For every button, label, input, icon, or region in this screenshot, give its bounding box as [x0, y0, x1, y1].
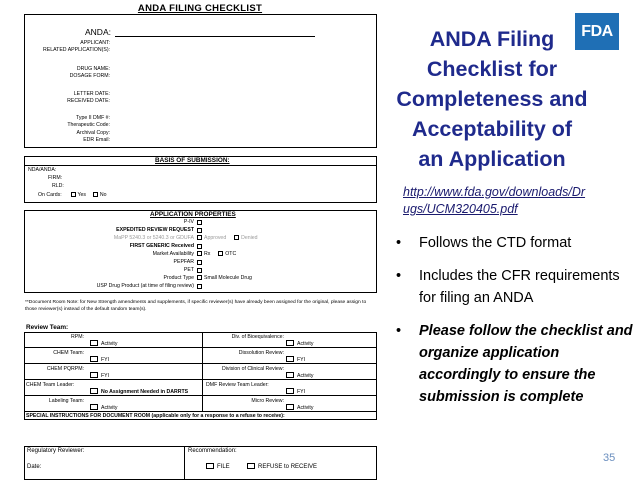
yes-label: Yes [77, 192, 87, 198]
prop-first-generic: FIRST GENERIC Received [129, 243, 194, 249]
prop-pet: PET [183, 267, 194, 273]
bioequivalence-checkbox[interactable] [286, 340, 294, 346]
basis-heading: BASIS OF SUBMISSION: [155, 157, 230, 164]
anda-line [115, 36, 315, 37]
page-number: 35 [603, 452, 616, 464]
approved-checkbox[interactable] [197, 235, 202, 240]
form-title: ANDA FILING CHECKLIST [137, 3, 263, 14]
field-applicant: APPLICANT: [80, 40, 110, 46]
regulatory-reviewer-label: Regulatory Reviewer: [27, 448, 85, 454]
bullet-glyph: • [396, 235, 402, 251]
chem-pqrpm-checkbox[interactable] [90, 372, 98, 378]
prop-rx-otc: Rx OTC [197, 251, 236, 258]
file-checkbox[interactable] [206, 463, 214, 469]
prop-pepfar: PEPFAR [173, 259, 194, 265]
checklist-url-link[interactable] [403, 184, 623, 218]
fda-logo: FDA [575, 13, 619, 50]
review-team-heading: Review Team: [26, 324, 69, 331]
basis-nda-anda: NDA/ANDA: [28, 167, 57, 173]
dissolution-label: Dissolution Review: [238, 350, 284, 356]
field-therapeutic-code: Therapeutic Code: [67, 122, 110, 128]
title-line-4: Acceptability of [411, 117, 573, 141]
rpm-checkbox[interactable] [90, 340, 98, 346]
clinical-review-checkbox[interactable] [286, 372, 294, 378]
field-drug-name: DRUG NAME: [76, 66, 110, 72]
chem-team-leader-label: CHEM Team Leader: [26, 382, 75, 388]
recommendation-options: FILE REFUSE to RECEIVE [206, 463, 317, 472]
clinical-review-option: Activity [286, 372, 313, 380]
bullet-item [396, 320, 636, 408]
bullet-item [396, 232, 636, 254]
prop-usp: USP Drug Product (at time of filing review) [96, 283, 194, 289]
otc-checkbox[interactable] [218, 251, 223, 256]
prop-small-molecule: Small Molecule Drug [197, 275, 252, 282]
recommendation-label: Recommendation: [188, 448, 237, 454]
pepfar-checkbox[interactable] [197, 260, 202, 265]
field-received-date: RECEIVED DATE: [67, 98, 110, 104]
labeling-team-checkbox[interactable] [90, 404, 98, 410]
bullet-item [396, 265, 636, 309]
small-molecule-checkbox[interactable] [197, 275, 202, 280]
field-dosage-form: DOSAGE FORM: [69, 73, 110, 79]
bullet-text: Please follow the checklist and organize application accordingly to ensure the submission is complete [419, 323, 633, 405]
field-archival-copy: Archival Copy: [76, 130, 110, 136]
url-line-1: http://www.fda.gov/downloads/Dr [403, 185, 586, 199]
dmf-leader-option: FYI [286, 388, 305, 396]
micro-review-option: Activity [286, 404, 313, 412]
chem-team-option: FYI [90, 356, 109, 364]
labeling-team-label: Labeling Team: [48, 398, 84, 404]
chem-team-leader-checkbox[interactable] [90, 388, 98, 394]
bullet-glyph: • [396, 323, 402, 339]
micro-review-label: Micro Review: [251, 398, 284, 404]
rpm-option: Activity [90, 340, 117, 348]
document-room-note: **Document Room Note: for New Strength amendments and supplements, if specific reviewer(s) have already been assigned for the original, please assign to those reviewer(s) instead of the default random team(s). [25, 300, 367, 312]
title-line-2: Checklist for [426, 57, 558, 81]
special-instructions: SPECIAL INSTRUCTIONS FOR DOCUMENT ROOM (applicable only for a response to a refuse to receive): [26, 413, 285, 419]
rpm-label: RPM: [71, 334, 84, 340]
chem-team-label: CHEM Team: [53, 350, 84, 356]
prop-market-availability: Market Availability [152, 251, 194, 257]
chem-team-checkbox[interactable] [90, 356, 98, 362]
basis-on-cards [38, 192, 107, 199]
bullet-text: Includes the CFR requirements for filing an ANDA [419, 268, 620, 306]
denied-checkbox[interactable] [234, 235, 239, 240]
p-iv-checkbox[interactable] [197, 220, 202, 225]
prop-mapp: MaPP 5240.3 or 5240.3 or GDUFA [113, 235, 194, 241]
expedited-checkbox[interactable] [197, 228, 202, 233]
basis-firm: FIRM: [48, 175, 63, 181]
usp-checkbox[interactable] [197, 284, 202, 289]
field-type-ii-dmf: Type II DMF #: [75, 115, 110, 121]
refuse-checkbox[interactable] [247, 463, 255, 469]
pet-checkbox[interactable] [197, 268, 202, 273]
yes-checkbox[interactable] [71, 192, 76, 197]
dmf-leader-checkbox[interactable] [286, 388, 294, 394]
date-label: Date: [27, 464, 42, 470]
dissolution-option: FYI [286, 356, 305, 364]
no-checkbox[interactable] [93, 192, 98, 197]
prop-expedited: EXPEDITED REVIEW REQUEST [116, 227, 194, 233]
bullet-list [396, 232, 636, 419]
title-line-5: an Application [418, 147, 566, 171]
review-team-box [24, 332, 377, 420]
prop-product-type: Product Type [163, 275, 194, 281]
chem-team-leader-option: No Assignment Needed in DARRTS [90, 388, 188, 396]
title-line-1: ANDA Filing [429, 27, 555, 51]
on-cards-label: On Cards: [38, 192, 62, 198]
prop-approved-denied: Approved Denied [197, 235, 258, 242]
title-line-3: Completeness and [396, 87, 588, 111]
clinical-review-label: Division of Clinical Review: [222, 366, 284, 372]
micro-review-checkbox[interactable] [286, 404, 294, 410]
checklist-form [20, 0, 380, 480]
labeling-team-option: Activity [90, 404, 117, 412]
dmf-leader-label: DMF Review Team Leader: [206, 382, 269, 388]
basis-rld: RLD: [52, 183, 64, 189]
slide-title [388, 24, 596, 174]
field-letter-date: LETTER DATE: [73, 91, 110, 97]
anda-label: ANDA: [85, 27, 111, 37]
url-line-2: ugs/UCM320405.pdf [403, 202, 518, 216]
bullet-text: Follows the CTD format [419, 235, 572, 251]
first-generic-checkbox[interactable] [197, 244, 202, 249]
bullet-glyph: • [396, 268, 402, 284]
bioequivalence-label: Div. of Bioequivalence: [231, 334, 284, 340]
review-team-divider [202, 332, 203, 411]
basis-divider [24, 165, 377, 166]
field-related-application: RELATED APPLICATION(S): [43, 47, 110, 53]
properties-heading: APPLICATION PROPERTIES [150, 211, 236, 218]
prop-p-iv: P-IV [183, 219, 194, 225]
bioequivalence-option: Activity [286, 340, 313, 348]
chem-pqrpm-label: CHEM PQRPM: [46, 366, 84, 372]
chem-pqrpm-option: FYI [90, 372, 109, 380]
field-edr-email: EDR Email: [83, 137, 110, 143]
no-label: No [99, 192, 107, 198]
dissolution-checkbox[interactable] [286, 356, 294, 362]
rx-checkbox[interactable] [197, 251, 202, 256]
